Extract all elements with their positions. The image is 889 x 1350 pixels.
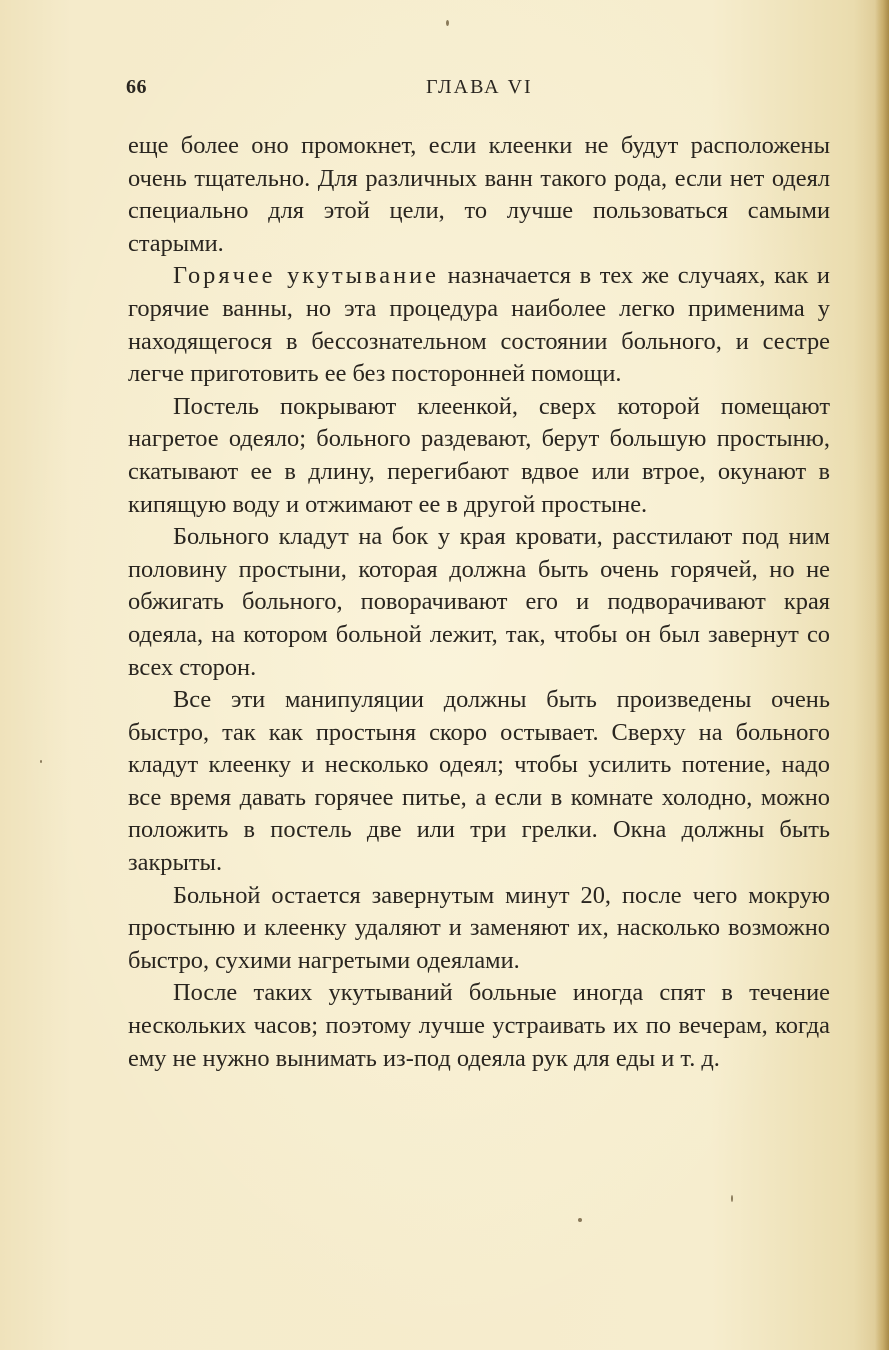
paragraph-text: После таких укутываний больные иногда спят в течение нескольких часов; поэтому лучше устраивать их по вечерам, когда ему не нужно вынимать из-под одеяла рук для еды и т. д. <box>128 979 830 1072</box>
ink-speck <box>578 1218 582 1222</box>
page-edge-shadow <box>875 0 889 1350</box>
paragraph-4 <box>128 521 830 684</box>
ink-speck <box>731 1195 733 1202</box>
paragraph-7 <box>128 977 830 1075</box>
paragraph-text: Постель покрывают клеенкой, сверх которой помещают нагретое одеяло; больного раздевают, берут большую простыню, скатывают ее в длину, перегибают вдвое или втрое, окунают в кипящую воду и отжимают ее в другой простыне. <box>128 392 830 518</box>
paragraph-6 <box>128 880 830 978</box>
paragraph-text: назначается в тех же случаях, как и горячие ванны, но эта процедура наиболее легко применима у находящегося в бессознательном состоянии больного, и сестре легче приготовить ее без посторонней помощи. <box>128 262 830 388</box>
paragraph-text: Больной остается завернутым минут 20, после чего мокрую простыню и клеенку удаляют и заменяют их, насколько возможно быстро, сухими нагретыми одеялами. <box>128 881 830 974</box>
ink-speck <box>40 760 42 763</box>
running-head: ГЛАВА VI <box>426 76 533 98</box>
paragraph-text: еще более оно промокнет, если клеенки не будут расположены очень тщательно. Для различных ванн такого рода, если нет одеял специально для этой цели, то лучше пользоваться самыми старыми. <box>128 132 830 257</box>
paragraph-text: Все эти манипуляции должны быть произведены очень быстро, так как простыня скоро остывает. Сверху на больного кладут клеенку и несколько одеял; чтобы усилить потение, надо все время давать горячее питье, а если в комнате холодно, можно положить в постель две или три грелки. Окна должны быть закрыты. <box>128 686 830 877</box>
paragraph-text: Больного кладут на бок у края кровати, расстилают под ним половину простыни, которая должна быть очень горячей, но не обжигать больного, поворачивают его и подворачивают края одеяла, на котором больной лежит, так, чтобы он был завернут со всех сторон. <box>128 523 830 681</box>
ink-speck <box>446 20 449 26</box>
paragraph-5 <box>128 684 830 880</box>
paragraph-2 <box>128 260 830 390</box>
spaced-term: Горячее укутывание <box>173 262 440 290</box>
paragraph-1 <box>128 130 830 260</box>
paragraph-3 <box>128 391 830 521</box>
page-header <box>126 76 830 106</box>
page-number: 66 <box>126 76 147 98</box>
body-text <box>128 130 830 1075</box>
